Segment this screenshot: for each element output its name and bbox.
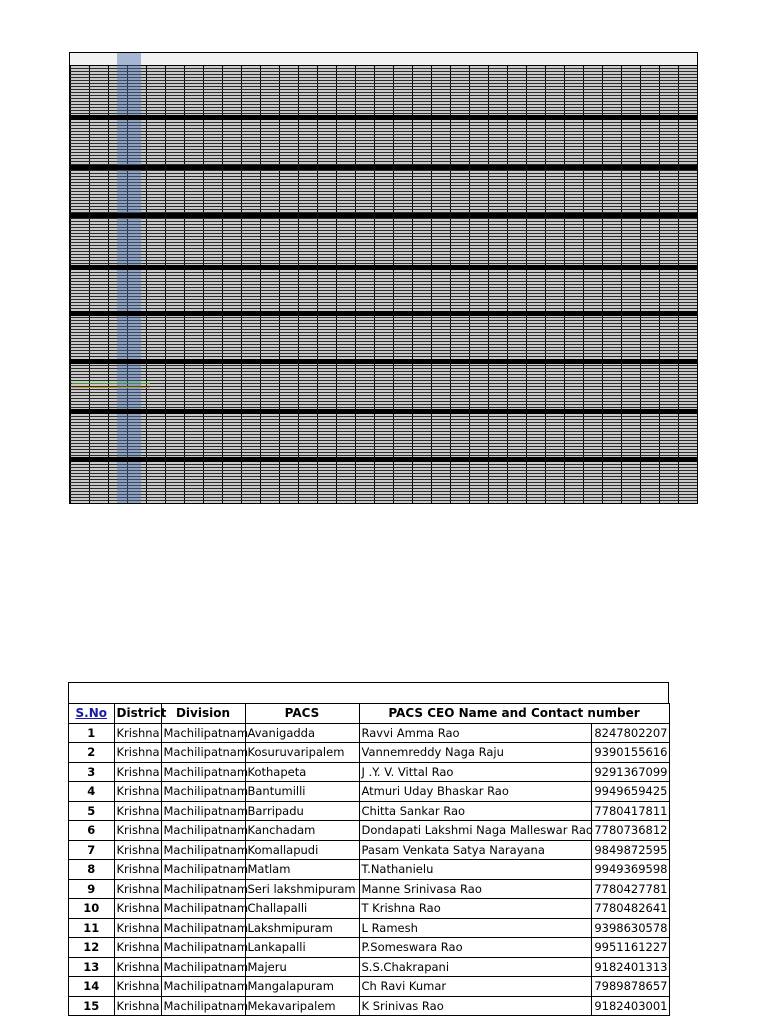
cell-phone xyxy=(591,801,669,821)
table-row xyxy=(69,938,669,958)
spreadsheet-thumbnail xyxy=(69,52,698,504)
table-row xyxy=(69,899,669,919)
cell-district: Krishna xyxy=(114,762,161,782)
cell-ceo-name: J .Y. V. Vittal Rao xyxy=(359,762,591,782)
phone-number: 9182401313 xyxy=(594,959,668,974)
thumbnail-band xyxy=(70,115,697,120)
cell-ceo-name: Chitta Sankar Rao xyxy=(359,801,591,821)
phone-number: 9951161227 xyxy=(594,940,668,955)
cell-sno: 1 xyxy=(69,723,114,743)
thumbnail-band xyxy=(70,311,697,316)
cell-pacs: Komallapudi xyxy=(245,840,359,860)
table-row xyxy=(69,977,669,997)
cell-division: Machilipatnam xyxy=(161,762,245,782)
cell-phone xyxy=(591,938,669,958)
pacs-ceo-table xyxy=(69,703,670,1016)
cell-district: Krishna xyxy=(114,957,161,977)
cell-division: Machilipatnam xyxy=(161,723,245,743)
cell-division: Machilipatnam xyxy=(161,977,245,997)
phone-number: 7780417811 xyxy=(594,803,668,818)
cell-pacs: Kosuruvaripalem xyxy=(245,743,359,763)
thumbnail-header-row xyxy=(70,53,697,66)
cell-ceo-name: Ch Ravi Kumar xyxy=(359,977,591,997)
cell-ceo-name: Atmuri Uday Bhaskar Rao xyxy=(359,782,591,802)
cell-ceo-name: Dondapati Lakshmi Naga Malleswar Rao xyxy=(359,821,591,841)
cell-ceo-name: T Krishna Rao xyxy=(359,899,591,919)
cell-sno: 13 xyxy=(69,957,114,977)
cell-phone xyxy=(591,762,669,782)
phone-number: 7780482641 xyxy=(594,901,668,916)
cell-ceo-name: T.Nathanielu xyxy=(359,860,591,880)
cell-division: Machilipatnam xyxy=(161,860,245,880)
cell-sno: 9 xyxy=(69,879,114,899)
cell-ceo-name: Manne Srinivasa Rao xyxy=(359,879,591,899)
table-body xyxy=(69,723,669,1016)
table-row xyxy=(69,879,669,899)
cell-phone xyxy=(591,996,669,1016)
cell-pacs: Kothapeta xyxy=(245,762,359,782)
cell-pacs: Lankapalli xyxy=(245,938,359,958)
cell-ceo-name: S.S.Chakrapani xyxy=(359,957,591,977)
cell-sno: 3 xyxy=(69,762,114,782)
cell-phone xyxy=(591,782,669,802)
phone-number: 7780427781 xyxy=(594,881,668,896)
cell-phone xyxy=(591,723,669,743)
cell-district: Krishna xyxy=(114,723,161,743)
cell-phone xyxy=(591,821,669,841)
phone-number: 9390155616 xyxy=(594,745,668,760)
cell-sno: 2 xyxy=(69,743,114,763)
cell-district: Krishna xyxy=(114,977,161,997)
cell-pacs: Barripadu xyxy=(245,801,359,821)
cell-division: Machilipatnam xyxy=(161,821,245,841)
cell-sno: 10 xyxy=(69,899,114,919)
cell-ceo-name: K Srinivas Rao xyxy=(359,996,591,1016)
cell-district: Krishna xyxy=(114,801,161,821)
table-row xyxy=(69,801,669,821)
thumbnail-band xyxy=(70,359,697,364)
cell-pacs: Matlam xyxy=(245,860,359,880)
cell-sno: 4 xyxy=(69,782,114,802)
table-row xyxy=(69,957,669,977)
cell-phone xyxy=(591,743,669,763)
pacs-ceo-table-container xyxy=(68,682,669,1016)
cell-ceo-name: P.Someswara Rao xyxy=(359,938,591,958)
cell-district: Krishna xyxy=(114,938,161,958)
cell-district: Krishna xyxy=(114,996,161,1016)
cell-division: Machilipatnam xyxy=(161,743,245,763)
cell-pacs: Challapalli xyxy=(245,899,359,919)
cell-division: Machilipatnam xyxy=(161,801,245,821)
phone-number: 9949659425 xyxy=(594,784,668,799)
thumbnail-band xyxy=(70,165,697,170)
thumbnail-band xyxy=(70,457,697,462)
cell-sno: 8 xyxy=(69,860,114,880)
cell-division: Machilipatnam xyxy=(161,938,245,958)
cell-sno: 12 xyxy=(69,938,114,958)
cell-phone xyxy=(591,899,669,919)
cell-pacs: Kanchadam xyxy=(245,821,359,841)
cell-sno: 14 xyxy=(69,977,114,997)
cell-division: Machilipatnam xyxy=(161,899,245,919)
thumbnail-green-line xyxy=(72,383,150,384)
thumbnail-yellow-line xyxy=(72,387,150,388)
cell-district: Krishna xyxy=(114,879,161,899)
cell-pacs: Lakshmipuram xyxy=(245,918,359,938)
phone-number: 9182403001 xyxy=(594,998,668,1013)
cell-sno: 7 xyxy=(69,840,114,860)
cell-district: Krishna xyxy=(114,899,161,919)
cell-ceo-name: L Ramesh xyxy=(359,918,591,938)
cell-division: Machilipatnam xyxy=(161,918,245,938)
cell-phone xyxy=(591,879,669,899)
header-sno[interactable]: S.No xyxy=(69,704,114,724)
phone-number: 8247802207 xyxy=(594,725,668,740)
cell-district: Krishna xyxy=(114,860,161,880)
thumbnail-highlight-column xyxy=(117,53,141,503)
table-row xyxy=(69,840,669,860)
thumbnail-band xyxy=(70,409,697,414)
cell-division: Machilipatnam xyxy=(161,782,245,802)
cell-district: Krishna xyxy=(114,918,161,938)
cell-division: Machilipatnam xyxy=(161,996,245,1016)
header-division: Division xyxy=(161,704,245,724)
table-row xyxy=(69,782,669,802)
cell-ceo-name: Pasam Venkata Satya Narayana xyxy=(359,840,591,860)
cell-district: Krishna xyxy=(114,821,161,841)
thumbnail-band xyxy=(70,213,697,218)
phone-number: 9398630578 xyxy=(594,920,668,935)
cell-pacs: Avanigadda xyxy=(245,723,359,743)
table-row xyxy=(69,743,669,763)
phone-number: 7989878657 xyxy=(594,979,668,994)
cell-district: Krishna xyxy=(114,743,161,763)
cell-division: Machilipatnam xyxy=(161,879,245,899)
cell-division: Machilipatnam xyxy=(161,957,245,977)
thumbnail-band xyxy=(70,265,697,270)
header-pacs: PACS xyxy=(245,704,359,724)
header-district: District xyxy=(114,704,161,724)
cell-ceo-name: Vannemreddy Naga Raju xyxy=(359,743,591,763)
cell-phone xyxy=(591,977,669,997)
cell-district: Krishna xyxy=(114,782,161,802)
table-row xyxy=(69,821,669,841)
cell-pacs: Seri lakshmipuram xyxy=(245,879,359,899)
blank-title-row xyxy=(69,683,669,703)
phone-number: 9949369598 xyxy=(594,862,668,877)
cell-phone xyxy=(591,918,669,938)
phone-number: 9291367099 xyxy=(594,764,668,779)
cell-pacs: Majeru xyxy=(245,957,359,977)
header-ceo-contact: PACS CEO Name and Contact number xyxy=(359,704,669,724)
table-row xyxy=(69,996,669,1016)
phone-number: 7780736812 xyxy=(594,823,668,838)
cell-district: Krishna xyxy=(114,840,161,860)
cell-sno: 5 xyxy=(69,801,114,821)
cell-phone xyxy=(591,840,669,860)
cell-division: Machilipatnam xyxy=(161,840,245,860)
cell-sno: 11 xyxy=(69,918,114,938)
cell-pacs: Bantumilli xyxy=(245,782,359,802)
cell-pacs: Mekavaripalem xyxy=(245,996,359,1016)
cell-phone xyxy=(591,860,669,880)
cell-sno: 6 xyxy=(69,821,114,841)
phone-number: 9849872595 xyxy=(594,842,668,857)
table-row xyxy=(69,723,669,743)
cell-pacs: Mangalapuram xyxy=(245,977,359,997)
table-header-row xyxy=(69,704,669,724)
cell-sno: 15 xyxy=(69,996,114,1016)
cell-ceo-name: Ravvi Amma Rao xyxy=(359,723,591,743)
table-row xyxy=(69,860,669,880)
table-row xyxy=(69,762,669,782)
table-row xyxy=(69,918,669,938)
cell-phone xyxy=(591,957,669,977)
